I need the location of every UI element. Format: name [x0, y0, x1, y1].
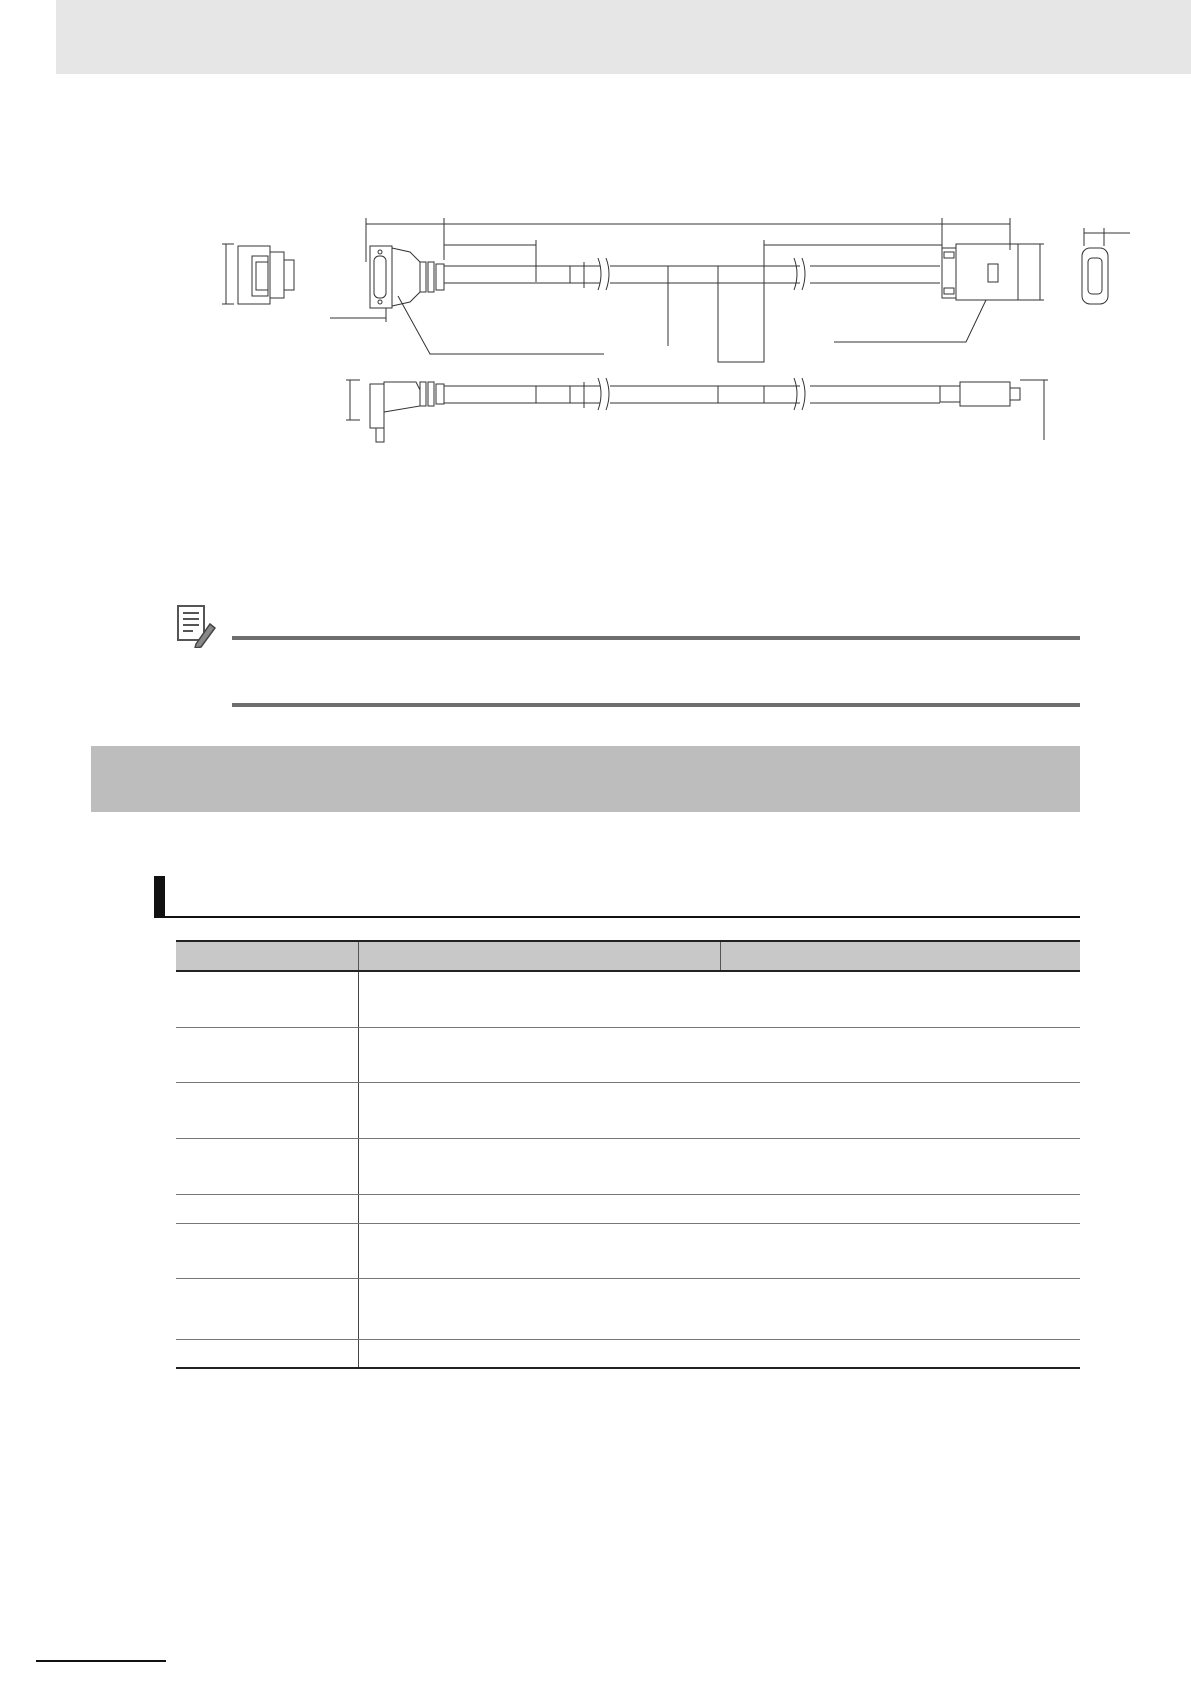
sub-length-dimensions — [444, 240, 942, 282]
section-heading-bar — [91, 746, 1080, 812]
row-label — [176, 1082, 359, 1138]
table-header-cell — [721, 941, 1081, 971]
table-row — [176, 1278, 1080, 1339]
subsection-heading-rule — [154, 916, 1080, 918]
row-value — [359, 1278, 1081, 1339]
row-value — [359, 1027, 1081, 1082]
table-row — [176, 1138, 1080, 1194]
table-row — [176, 1027, 1080, 1082]
row-label — [176, 1339, 359, 1368]
subsection-heading-marker — [154, 876, 165, 918]
leader-lines — [398, 296, 986, 354]
right-connector-top-view — [942, 244, 1044, 300]
row-value — [359, 1194, 1081, 1223]
additional-information-icon — [176, 604, 216, 648]
overall-length-dimension — [366, 218, 1010, 262]
table-row — [176, 1082, 1080, 1138]
row-label — [176, 971, 359, 1027]
row-value — [359, 1223, 1081, 1278]
table-row — [176, 971, 1080, 1027]
footer-rule — [36, 1660, 166, 1662]
row-value — [359, 971, 1081, 1027]
table-header-row — [176, 941, 1080, 971]
right-connector-end-view — [1082, 228, 1130, 304]
table-row — [176, 1194, 1080, 1223]
row-label — [176, 1194, 359, 1223]
table-row — [176, 1339, 1080, 1368]
row-label — [176, 1138, 359, 1194]
row-label — [176, 1027, 359, 1082]
table-header-cell — [176, 941, 359, 971]
note-top-rule — [232, 636, 1080, 640]
row-label — [176, 1278, 359, 1339]
cable-side-view — [346, 378, 1048, 442]
cable-top-view — [444, 258, 940, 362]
cable-dimension-drawing — [0, 0, 1191, 470]
row-label — [176, 1223, 359, 1278]
specifications-table — [176, 940, 1080, 1369]
note-bottom-rule — [232, 703, 1080, 707]
left-connector-end-view — [222, 244, 294, 304]
row-value — [359, 1339, 1081, 1368]
left-connector-top-view — [330, 246, 444, 322]
row-value — [359, 1082, 1081, 1138]
table-row — [176, 1223, 1080, 1278]
row-value — [359, 1138, 1081, 1194]
table-header-cell — [359, 941, 721, 971]
